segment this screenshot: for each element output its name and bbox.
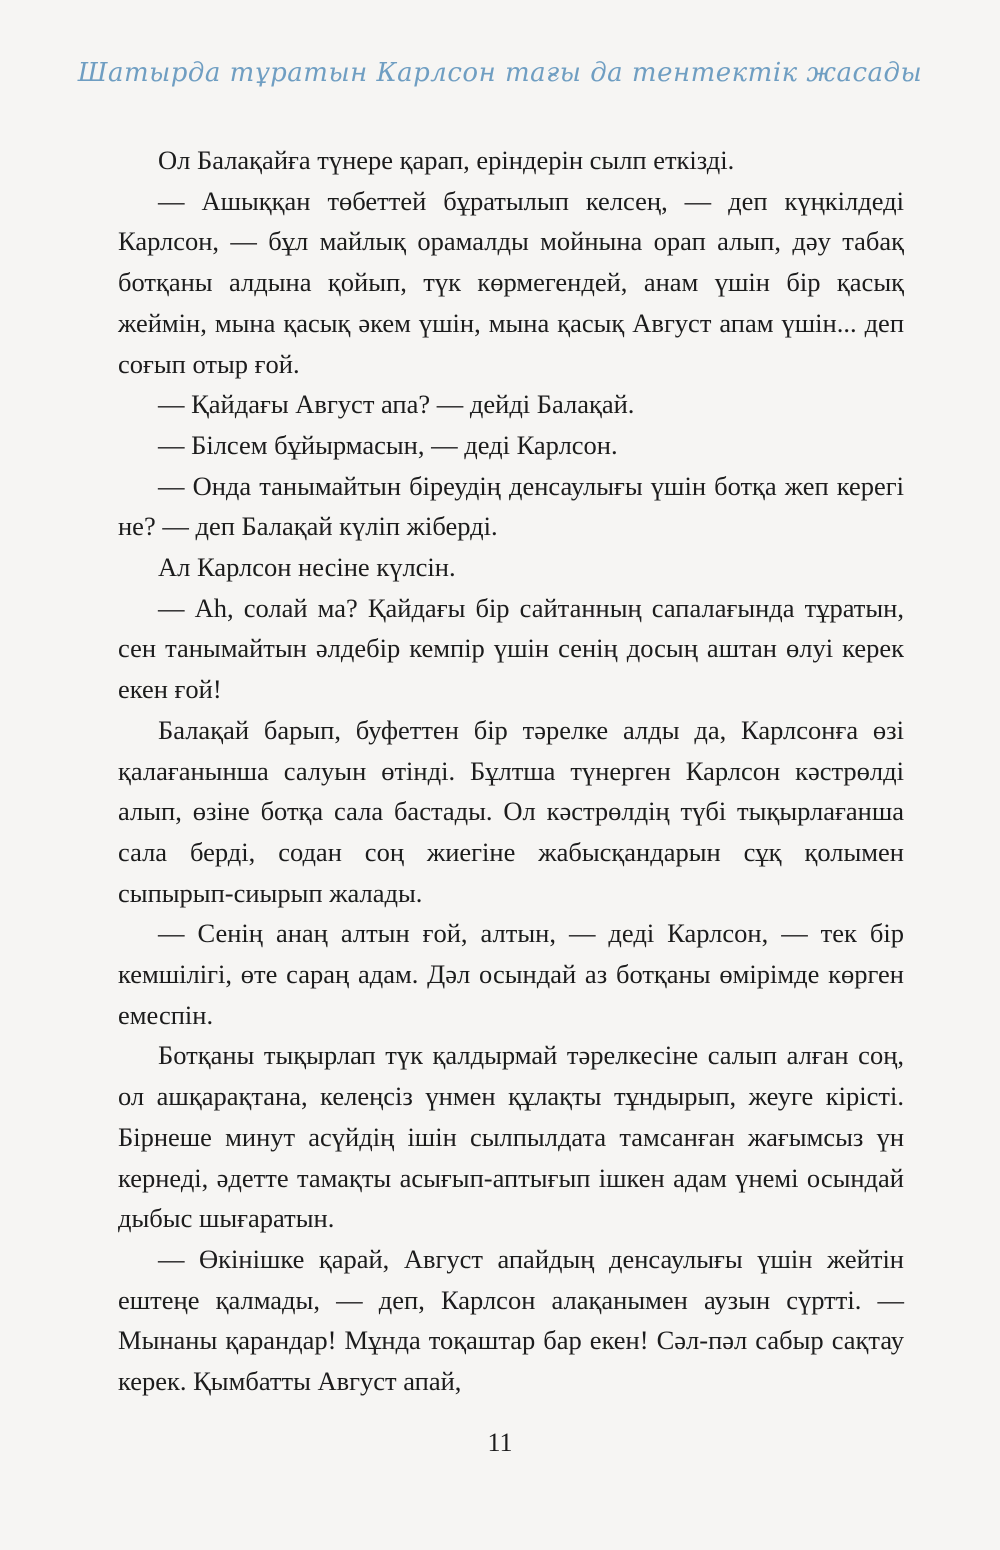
body-text	[118, 140, 904, 1402]
paragraph: Ботқаны тықырлап түк қалдырмай тәрелкесіне салып алған соң, ол ашқарақтана, келеңсіз үнмен құлақты тұндырып, жеуге кірісті. Бірнеше минут асүйдің ішін сылпылдата тамсанған жағымсыз үн кернеді, әдетте тамақты асығып-аптығып ішкен адам үнемі осындай дыбыс шығаратын.	[118, 1040, 904, 1234]
paragraph: — Сенің анаң алтын ғой, алтын, — деді Карлсон, — тек бір кемшілігі, өте сараң адам. Дәл осындай аз ботқаны өмірімде көрген емеспін.	[118, 918, 904, 1030]
paragraph: — Білсем бұйырмасын, — деді Карлсон.	[158, 429, 618, 460]
paragraph: — Өкінішке қарай, Август апайдың денсаулығы үшін жейтін ештеңе қалмады, — деп, Карлсон алақанымен аузын сүртті. — Мынаны қарандар! Мұнда тоқаштар бар екен! Сәл-пәл сабыр сақтау керек. Қымбатты Август апай,	[118, 1243, 904, 1397]
paragraph: Балақай барып, буфеттен бір тәрелке алды да, Карлсонға өзі қалағанынша салуын өтінді. Бұлтша түнерген Карлсон кәстрөлді алып, өзіне ботқа сала бастады. Ол кәстрөлдің түбі тықырлағанша сала берді, содан соң жиегіне жабысқандарын сұқ қолымен сыпырып-сиырып жалады.	[118, 714, 904, 908]
paragraph: — Аһ, солай ма? Қайдағы бір сайтанның сапалағында тұратын, сен танымайтын әлдебір кемпір үшін сенің досың аштан өлуі керек екен ғой!	[118, 592, 904, 705]
paragraph: — Ашыққан төбеттей бұратылып келсең, — деп күңкілдеді Карлсон, — бұл майлық орамалды мойнына орап алып, дәу табақ ботқаны алдына қойып, түк көрмегендей, анам үшін бір қасық жеймін, мына қасық әкем үшін, мына қасық Август апам үшін... деп соғып отыр ғой.	[118, 185, 904, 379]
running-title: Шатырда тұратын Карлсон тағы да тентектік жасады	[77, 58, 923, 88]
paragraph: — Қайдағы Август апа? — дейді Балақай.	[158, 389, 635, 420]
paragraph: — Онда танымайтын біреудің денсаулығы үшін ботқа жеп керегі не? — деп Балақай күліп жіберді.	[118, 470, 904, 542]
paragraph: Ол Балақайға түнере қарап, еріндерін сылп еткізді.	[158, 145, 735, 175]
page-number: 11	[487, 1428, 513, 1457]
paragraph: Ал Карлсон несіне күлсін.	[158, 552, 456, 583]
